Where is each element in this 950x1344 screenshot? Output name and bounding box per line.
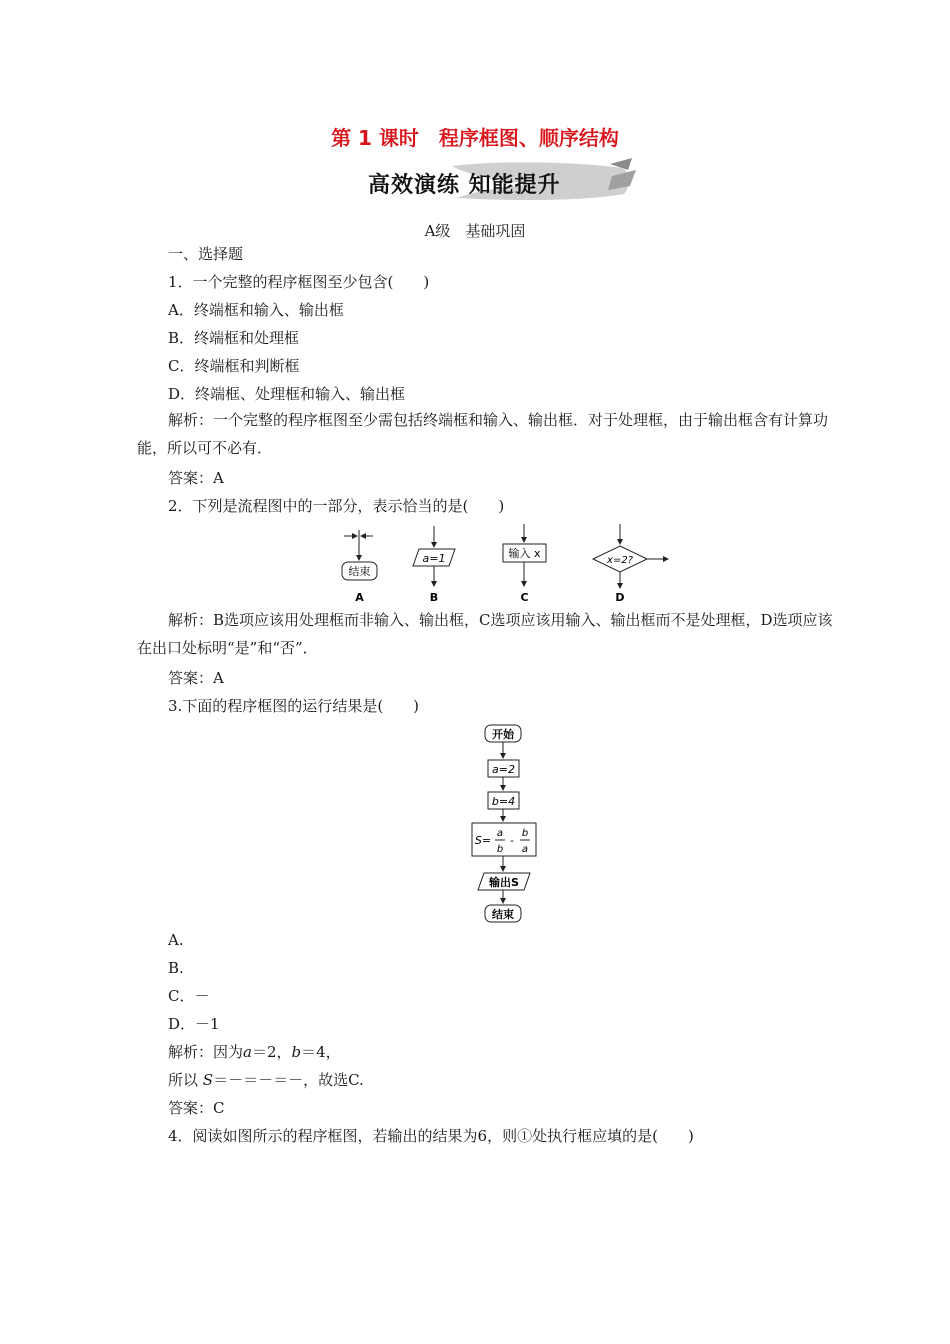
banner-text: 高效演练 知能提升	[368, 173, 561, 198]
page-title: 第 1 课时 程序框图、顺序结构	[331, 126, 619, 150]
section-banner	[360, 156, 640, 208]
q2-d-box-text: x=2?	[607, 555, 633, 566]
q3-option-b: B.	[168, 959, 184, 977]
q3-start-text: 开始	[492, 728, 514, 741]
q1-answer: 答案：A	[168, 469, 224, 487]
q1-option-d: D．终端框、处理框和输入、输出框	[168, 385, 406, 403]
q1-option-b: B．终端框和处理框	[168, 329, 300, 347]
q1-analysis: 解析：一个完整的程序框图至少需包括终端框和输入、输出框．对于处理框，由于输出框含有计算功能，所以可不必有．	[137, 411, 829, 457]
q3-frac1-den: b	[496, 844, 504, 855]
q3-frac1-num: a	[496, 828, 504, 839]
q2-label-b: B	[429, 591, 439, 604]
q3-frac2-den: a	[521, 844, 529, 855]
q2-label-a: A	[355, 591, 364, 604]
q1-option-c: C．终端框和判断框	[168, 357, 300, 375]
q3-option-d: D．－1	[168, 1015, 220, 1033]
q3-end-text: 结束	[492, 908, 514, 921]
q2-analysis: 解析：B选项应该用处理框而非输入、输出框，C选项应该用输入、输出框而不是处理框，D选项应该在出口处标明“是”和“否”．	[137, 611, 833, 657]
q2-label-d: D	[615, 591, 625, 604]
q2-stem: 2．下列是流程图中的一部分，表示恰当的是( )	[168, 497, 505, 515]
q3-flowchart	[460, 720, 550, 926]
q2-label-c: C	[520, 591, 529, 604]
q3-assign-a-text: a=2	[492, 763, 515, 776]
q2-figure	[330, 520, 680, 606]
q1-stem: 1．一个完整的程序框图至少包含( )	[168, 273, 430, 291]
q3-assign-b-text: b=4	[491, 795, 516, 808]
q3-analysis-line1: 解析：因为a＝2，b＝4，	[168, 1043, 341, 1061]
q2-b-box-text: a=1	[422, 552, 446, 565]
section-heading: 一、选择题	[168, 245, 244, 263]
q1-option-a: A．终端框和输入、输出框	[168, 301, 344, 319]
q3-minus: -	[510, 834, 514, 847]
q3-option-a: A.	[168, 931, 184, 949]
q3-analysis-line2: 所以 S＝－＝－＝－，故选C.	[168, 1071, 364, 1089]
q3-option-c: C．－	[168, 987, 210, 1005]
q4-stem: 4．阅读如图所示的程序框图，若输出的结果为6，则①处执行框应填的是( )	[168, 1127, 694, 1145]
q3-frac2-num: b	[521, 828, 529, 839]
q2-c-box-text: 输入 x	[508, 547, 541, 560]
q3-stem: 3.下面的程序框图的运行结果是( )	[168, 697, 420, 715]
q3-answer: 答案：C	[168, 1099, 225, 1117]
q3-s-lhs: S=	[474, 834, 492, 847]
q2-answer: 答案：A	[168, 669, 224, 687]
q2-a-box-text: 结束	[348, 565, 371, 578]
level-heading: A级 基础巩固	[424, 222, 526, 240]
q3-output-text: 输出S	[489, 876, 519, 889]
